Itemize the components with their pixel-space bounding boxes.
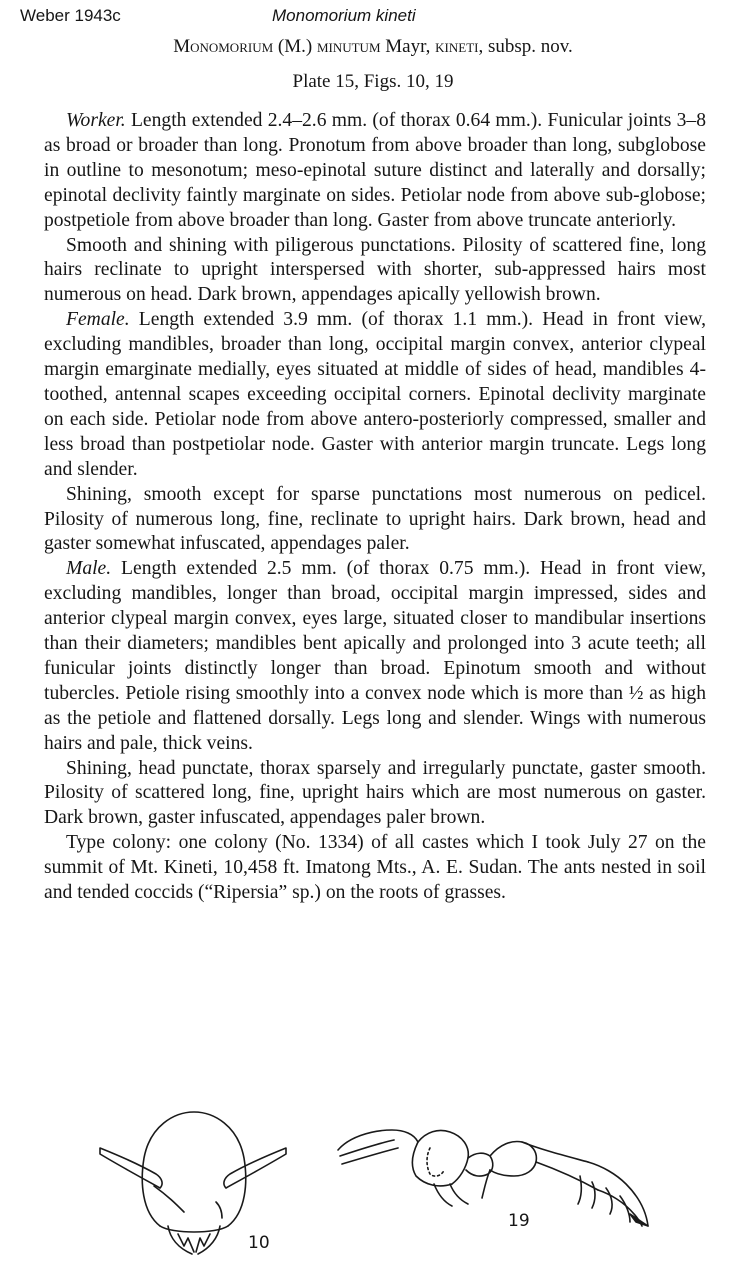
paragraph-female	[44, 308, 706, 482]
title-subspecies: kineti	[435, 36, 479, 57]
species-title	[40, 34, 706, 60]
paragraph-type-colony	[44, 831, 706, 906]
paragraph-text: Length extended 2.5 mm. (of thorax 0.75 mm.). Head in front view, excluding mandibles, longer than broad, occipital margin impressed, sides and anterior clypeal margin convex, eyes large, situated closer to mandibular insertions than their diameters; mandibles bent apically and prolonged into 3 acute teeth; all funicular joints distinctly longer than broad. Epinotum smooth and without tubercles. Petiole rising smoothly into a convex node which is more than ½ as high as the petiole and flattened dorsally. Legs long and slender. Wings with numerous hairs and pale, thick veins.	[44, 558, 706, 754]
title-species: minutum	[316, 36, 381, 57]
title-rank: , subsp. nov.	[478, 36, 573, 57]
paragraph-worker-sculpture	[44, 234, 706, 309]
title-subgenus: (M.)	[273, 36, 317, 57]
header-author-year: Weber 1943c	[20, 6, 121, 25]
caste-label: Male.	[66, 558, 112, 580]
title-genus: Monomorium	[173, 36, 274, 57]
plate-reference: Plate 15, Figs. 10, 19	[292, 71, 454, 92]
figure-10-label: 10	[248, 1233, 270, 1253]
title-author: Mayr,	[380, 36, 436, 57]
caste-label: Female.	[66, 309, 130, 331]
caste-label: Worker.	[66, 110, 126, 131]
figure-19-label: 19	[508, 1211, 530, 1231]
paragraph-female-sculpture	[44, 483, 706, 558]
paragraph-text: Smooth and shining with piligerous punctations. Pilosity of scattered fine, long hairs reclinate to upright interspersed with shorter, sub-appressed hairs most numerous on head. Dark brown, appendages apically yellowish brown.	[44, 234, 706, 306]
paragraph-text: Shining, head punctate, thorax sparsely and irregularly punctate, gaster smooth. Pilosity of scattered long, fine, upright hairs which are most numerous on gaster. Dark brown, gaster infuscated, appendages paler brown.	[44, 757, 706, 829]
paragraph-worker	[44, 109, 706, 234]
header-species-name: Monomorium kineti	[272, 6, 416, 25]
paragraph-male-sculpture	[44, 757, 706, 832]
paragraph-text: Length extended 3.9 mm. (of thorax 1.1 mm.). Head in front view, excluding mandibles, broader than long, occipital margin convex, anterior clypeal margin emarginate medially, eyes situated at middle of sides of head, mandibles 4-toothed, antennal scapes exceeding occipital corners. Epinotal declivity marginate on each side. Petiolar node from above antero-posteriorly compressed, smaller and less broad than postpetiolar node. Gaster with anterior margin truncate. Legs long and slender.	[44, 309, 706, 480]
paragraph-text: Shining, smooth except for sparse punctations most numerous on pedicel. Pilosity of numerous long, fine, reclinate to upright hairs. Dark brown, head and gaster somewhat infuscated, appendages paler.	[44, 483, 706, 555]
paragraph-text: Length extended 2.4–2.6 mm. (of thorax 0.64 mm.). Funicular joints 3–8 as broad or broader than long. Pronotum from above broader than long, subglobose in outline to mesonotum; meso-epinotal suture distinct and laterally and dorsally; epinotal declivity faintly marginate on sides. Petiolar node from above sub-globose; postpetiole from above broader than long. Gaster from above truncate anteriorly.	[44, 110, 706, 231]
paragraph-text: Type colony: one colony (No. 1334) of all castes which I took July 27 on the summit of Mt. Kineti, 10,458 ft. Imatong Mts., A. E. Sudan. The ants nested in soil and tended coccids (“Ripersia” sp.) on the roots of grasses.	[44, 832, 706, 904]
figure-19-body-drawing	[334, 1110, 650, 1228]
body-text	[44, 109, 706, 906]
paragraph-male	[44, 557, 706, 756]
